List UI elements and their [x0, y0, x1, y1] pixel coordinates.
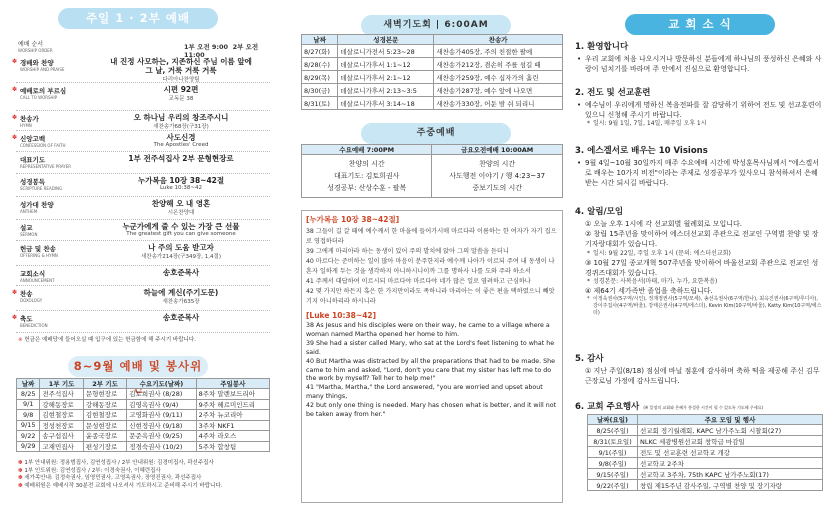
verse-ko: 41 주께서 대답하여 이르시되 마르다야 마르다야 네가 많은 일로 염려하고 근심하나 [306, 278, 531, 285]
table-header: 찬송가 [434, 35, 563, 45]
star-icon: ✽ [12, 134, 18, 141]
table-cell: 새찬송가259장, 예수 십자가의 흘린 [434, 71, 563, 84]
weekday-worship-title: 주중예배 [361, 123, 511, 144]
order-label: 예배 순서 WORSHIP ORDER [18, 41, 53, 53]
worship-order-label-en: OFFERING & HYMN [20, 253, 58, 258]
table-cell: 데살로니가후서 2:13~3:5 [338, 84, 434, 97]
worship-column [2, 0, 274, 507]
table-row [17, 431, 270, 442]
worship-order-subvalue: 교독문 38 [168, 96, 194, 102]
verse-ko: 42 몇 가지만 하든지 혹은 한 가지만이라도 족하니라 마리아는 이 좋은 편을 택하였으니 빼앗기지 아니하리라 하시니라 [306, 288, 555, 305]
servers-title: 8~9월 예배 및 봉사위 [68, 356, 208, 377]
table-cell: 정경숙권사 (10/2) [127, 441, 196, 452]
events-table [587, 414, 823, 491]
news-section-heading: 4. 알림/모임 [575, 207, 624, 217]
fri-line: 중보기도의 시간 [472, 184, 522, 192]
star-icon: ✽ [12, 114, 18, 121]
verse-en: 40 But Martha was distracted by all the preparations that had to be made. She came to him and asked, "Lord, don't you care that my sister has left me to do the work by myself? Tell her to help me!" [306, 357, 555, 383]
note-mark-icon: ✽ [18, 460, 25, 466]
table-row [588, 447, 823, 458]
table-cell: 데살로니가전서 5:23~28 [338, 45, 434, 58]
table-cell: 전도 및 선교훈련 선교학교 개강 [638, 447, 823, 458]
table-cell: 9/1 [17, 399, 40, 410]
worship-order-row [16, 220, 270, 241]
worship-order-value: 오 하나님 우리의 창조주시니 [133, 113, 229, 122]
table-cell: 강해동장로 [83, 399, 126, 410]
table-header: 주요 모임 및 행사 [638, 415, 823, 425]
news-section-heading: 5. 감사 [575, 354, 604, 364]
worship-order-value: 누가복음 10장 38~42절 [137, 176, 225, 185]
dawn-prayer-table [301, 34, 563, 110]
worship-order-value: 찬양해 오 내 영혼 [151, 199, 211, 208]
worship-order-value: 내 진정 사모하는, 지존하신 주님 이름 앞에 그 날, 거룩 거룩 거룩 [110, 57, 252, 75]
worship-order-subvalue: 새찬송가214장(구349장, 1,4절) [140, 254, 222, 260]
worship-order-label-en: REPRESENTATIVE PRAYER [20, 164, 72, 169]
worship-order-label-en: WORSHIP AND PRAISE [20, 67, 65, 72]
worship-order-value: 누군가에게 줄 수 있는 가장 큰 선물 [122, 222, 240, 231]
worship-order-label: 성가대 찬양 [20, 201, 54, 209]
worship-order-label: 경배와 찬양 [20, 59, 54, 67]
table-cell: 문형현장로 [83, 389, 126, 400]
news-subitem: * 일시: 9월 1일, 7일, 14일, 매주일 오후 1시 [575, 120, 823, 128]
table-cell: 5주차 합창팀 [196, 441, 269, 452]
note-mark-icon: ✽ [18, 467, 25, 474]
star-icon: ✽ [12, 289, 18, 296]
worship-order-label-en: BENEDICTION [20, 323, 48, 328]
news-section [575, 352, 823, 386]
table-cell: 9/15 [17, 420, 40, 431]
table-cell: NLKC 세광병원선교회 창학급 마감일 [638, 436, 823, 447]
worship-order-row [16, 266, 270, 286]
worship-order-value: 1부 전주석집사 2부 문형현장로 [128, 154, 234, 163]
worship-order-row [16, 174, 270, 197]
worship-order-label: 예배로의 부르심 [20, 87, 67, 95]
table-cell: 신현정권사 (9/18) [127, 420, 196, 431]
table-cell: 8/29(목) [302, 71, 338, 84]
news-item: • 9월 4일~10월 30일까지 매주 수요예배 시간에 박성훈목사님께서 "에스겔서로 배우는 10가지 비전"이라는 주제로 성경공부가 있사오니 참석하셔서 은혜받는 시간 되시길 바랍니다. [575, 158, 823, 189]
table-row [17, 441, 270, 452]
news-item: • 예수님이 우리에게 명하신 복음전파를 잘 감당하기 위하여 전도 및 선교훈련이 있으니 신청해 주시기 바랍니다. [575, 100, 823, 120]
table-cell: 9주차 헤르미인드리 [196, 399, 269, 410]
servers-note-line: ✽ 1부 안내위원: 정용범집사, 김연성집사 / 2부 안내위원: 김경미집사, 곽선주집사 [18, 460, 214, 466]
worship-order-label-en: DOXOLOGY [20, 298, 43, 303]
news-section [575, 86, 823, 128]
news-item: ① 지난 주일(8/18) 점심에 바닐 점훈에 감사하며 축하 떡을 제공해 주신 김무근장로님 가정에 감사드립니다. [585, 367, 820, 386]
table-cell: 문준옥권사 (9/25) [127, 431, 196, 442]
table-header: 주일봉사 [196, 379, 269, 389]
scripture-box [301, 210, 563, 503]
table-header-row [17, 379, 270, 389]
worship-order-row [12, 55, 270, 83]
note-mark-icon: ✽ [18, 475, 25, 482]
table-row [588, 480, 823, 491]
news-subitem: * 성경본문: 사복음서(마태, 마가, 누가, 요한복음) [575, 278, 823, 286]
table-cell: 윤종국장로 [83, 431, 126, 442]
star-icon: ✽ [12, 314, 18, 321]
table-row [588, 458, 823, 469]
table-cell: 김현철장로 [83, 410, 126, 421]
weekday-worship-table: 수요예배 7:00PM 금요오전예배 10:00AM 찬양의 시간 대표기도: 김토희권사 성경공부: 산상수훈 - 팔복 찬양의 시간 사도행전 이야기 / 행 4:23~37 중보기도의 시간 [301, 144, 563, 198]
worship-order-label: 설교 [20, 224, 33, 232]
wed-line: 성경공부: 산상수훈 - 팔복 [327, 184, 407, 192]
table-header-row [588, 415, 823, 425]
table-cell: 선교학교 3주차, 75th KAPC 남가주노회(17) [638, 469, 823, 480]
table-cell: 8/30(금) [302, 84, 338, 97]
table-row [302, 84, 563, 97]
table-cell: 9/22 [17, 431, 40, 442]
news-title: 교 회 소 식 [625, 14, 775, 35]
news-item: ② 창립 15주년을 맞이하여 에스더선교회 주관으로 전교인 구역별 찬양 및 장기자랑대회가 있습니다. [585, 230, 819, 249]
worship-order-label-en: ANNOUNCEMENT [20, 278, 55, 283]
worship-order-row [16, 152, 270, 174]
news-subitem: * 일시: 9월 22일, 주일 오후 1시 (문의: 에스더선교회) [575, 250, 823, 258]
worship-order-label-en: SCRIPTURE READING [20, 186, 63, 191]
verse-en: 42 but only one thing is needed. Mary has chosen what is better, and it will not be taken away from her." [306, 402, 557, 419]
fri-line: 사도행전 이야기 / 행 4:23~37 [449, 172, 546, 180]
worship-order-row [12, 131, 270, 152]
worship-title: 주일 1 · 2부 예배 [58, 8, 218, 29]
news-item: ③ 10월 27일 종교개혁 507주년을 맞이하여 바울선교회 주관으로 전교인 성경퀴즈대회가 있습니다. [585, 258, 819, 277]
worship-order-label-en: SERMON [20, 232, 38, 237]
worship-order-value: 시편 92편 [163, 85, 199, 94]
table-cell: 송구섭집사 [40, 431, 83, 442]
table-cell: 데살로니가후서 3:14~18 [338, 97, 434, 110]
worship-order-subvalue: The Apostles' Creed [153, 142, 209, 148]
table-cell: 편성기장로 [83, 441, 126, 452]
servers-note-line: ✽ 예배위원은 예배시작 30분전 교회에 나오셔서 기도하시고 준비해 주시기 바랍니다. [18, 482, 223, 489]
worship-order-row [16, 241, 270, 266]
news-item: • 우리 교회에 처음 나오시거나 방문하신 분들에게 하나님의 풍성하신 은혜와 사랑이 넘치기를 바라며 주 안에서 진심으로 환영합니다. [575, 54, 823, 74]
table-cell: 3주차 NKF1 [196, 420, 269, 431]
dawn-title: 새벽기도회 | 6:00AM [361, 15, 511, 36]
table-cell: 새찬송가212장, 겸손히 주를 섬길 때 [434, 58, 563, 71]
worship-order-subvalue: 새찬송가635장 [162, 299, 200, 305]
worship-order-label-en: HYMN [20, 123, 32, 128]
verse-ko: 40 마르다는 준비하는 일이 많아 마음이 분주한지라 예수께 나아가 이르되 주여 내 동생이 나 혼자 일하게 두는 것을 생각하지 아니하시나이까 그를 명하사 나를 도와 주라 하소서 [306, 258, 555, 275]
worship-order-label: 대표기도 [20, 156, 46, 164]
worship-order-value: 나 주의 도움 받고자 [148, 243, 214, 252]
wed-line: 대표기도: 김토희권사 [333, 172, 400, 180]
table-cell: 데살로니가후서 2:1~12 [338, 71, 434, 84]
news-section-heading: 6. 교회 주요행사 (※ 일정의 교회와 은혜가 풍성한 시간이 될 수 있도록 기도해 주세요) [575, 402, 763, 412]
worship-order-label: 성경봉독 [20, 178, 46, 186]
middle-column [299, 0, 564, 507]
table-cell: 9/29 [17, 441, 40, 452]
table-cell: 8/28(수) [302, 58, 338, 71]
table-cell: 선교학교 2주차 [638, 458, 823, 469]
scripture-ko [306, 227, 558, 307]
worship-order-value: 하늘에 계신(주기도문) [143, 288, 219, 297]
note-mark-icon: ✽ [18, 482, 25, 489]
news-section [575, 400, 823, 491]
table-header-row [302, 35, 563, 45]
service-times: 1부 오전 9:00 2부 오전 11:00 [184, 43, 259, 59]
worship-order-label: 축도 [20, 315, 33, 323]
table-cell: 8/25(주일) [588, 425, 638, 436]
verse-ko: 39 그에게 마리아라 하는 동생이 있어 주의 발치에 앉아 그의 말씀을 듣더니 [306, 248, 509, 255]
table-row [302, 58, 563, 71]
table-cell: 김영옥권사 (9/4) [127, 399, 196, 410]
table-cell: 창립 제15주년 감사주일, 구역별 찬양 및 장기자랑 [638, 480, 823, 491]
worship-order-row [12, 83, 270, 111]
worship-order-label-en: CALL TO WORSHIP [20, 95, 58, 100]
worship-order-label-en: CONFESSION OF FAITH [20, 143, 66, 148]
scripture-en [306, 322, 558, 420]
servers-table [16, 378, 270, 452]
servers-note-line: ✽ 1부 인도위원: 김연성집사 / 2부: 이경숙권사, 이혜련집사 [18, 467, 161, 474]
worship-order-label: 찬송가 [20, 115, 39, 123]
table-cell: 8/25 [17, 389, 40, 400]
table-cell: 8/31(토요일) [588, 436, 638, 447]
verse-ko: 38 그들이 길 갈 때에 예수께서 한 마을에 들어가시매 마르다라 이름하는 한 여자가 자기 집으로 영접하더라 [306, 228, 557, 245]
table-row [302, 97, 563, 110]
table-row [588, 425, 823, 436]
table-row [17, 389, 270, 400]
worship-order-value: 송호준목사 [162, 268, 200, 277]
table-cell: 8/27(화) [302, 45, 338, 58]
worship-order-row [16, 197, 270, 220]
news-subitem: * 이정욱권사(5구역/시인), 정재정권사(5구역/모세), 송선옥권사(6구역/한나), 최옥진권사(6구역/루디아), 강이주집사(4구역/바울), 강태은권사(4구역/에스더), Kevin Kim(10구역/바울), Katty Kim(10구역/에스더) [575, 296, 823, 317]
worship-order-label-en: ANTHEM [20, 209, 38, 214]
servers-notes [18, 460, 222, 490]
fri-line: 찬양의 시간 [479, 160, 516, 168]
worship-order-subvalue: 시온찬양대 [167, 210, 195, 216]
scripture-ko-title: [누가복음 10장 38~42절] [306, 215, 400, 224]
worship-order-subvalue: Luke 10:38~42 [159, 185, 203, 191]
table-cell: 김토희권사 (8/28) [127, 389, 196, 400]
worship-order-subvalue: 다리아나찬양팀 [162, 77, 200, 83]
news-section-heading: 2. 전도 및 선교훈련 [575, 88, 651, 98]
table-header: 1부 기도 [40, 379, 83, 389]
table-cell: 새찬송가287장, 예수 앞에 나오면 [434, 84, 563, 97]
servers-note-line: ✽ 세가족안내: 김정숙권사, 임영민권사, 고영옥권사, 장영진권사, 곽선주집사 [18, 475, 202, 482]
table-cell: 강해동장로 [40, 399, 83, 410]
news-item: ① 오늘 오후 1시에 각 선교회별 월례회로 모입니다. [585, 220, 743, 228]
verse-en: 41 "Martha, Martha," the Lord answered, "you are worried and upset about many things, [306, 384, 543, 401]
table-cell: 전주석집사 [40, 389, 83, 400]
table-cell: 9/8 [17, 410, 40, 421]
table-cell: 새찬송가405장, 주의 친절한 팔에 [434, 45, 563, 58]
table-cell: 9/22(주일) [588, 480, 638, 491]
verse-en: 39 She had a sister called Mary, who sat at the Lord's feet listening to what he said. [306, 339, 555, 356]
table-cell: 문성현장로 [83, 420, 126, 431]
news-section [575, 144, 823, 189]
table-header: 성경본문 [338, 35, 434, 45]
news-section-heading: 3. 에스겔서로 배우는 10 Visions [575, 146, 708, 156]
table-row [302, 71, 563, 84]
worship-order-value: 송호준목사 [162, 313, 200, 322]
table-cell: 9/8(주일) [588, 458, 638, 469]
news-section-heading: 1. 환영합니다 [575, 42, 629, 52]
offering-note: ※ 헌금은 예배당에 들어오실 때 입구에 있는 헌금함에 해 주시기 바랍니다. [18, 337, 196, 343]
worship-order-label: 찬송 [20, 290, 33, 298]
table-cell: 김현철장로 [40, 410, 83, 421]
worship-order-row [12, 286, 270, 311]
worship-order-value: 사도신경 [166, 133, 196, 142]
table-cell: 9/15(주일) [588, 469, 638, 480]
table-cell: 2주차 뉴코리아 [196, 410, 269, 421]
wed-line: 찬양의 시간 [348, 160, 385, 168]
worship-order-label: 신앙고백 [20, 135, 46, 143]
star-icon: ✽ [12, 86, 18, 93]
worship-order-row [12, 311, 270, 333]
news-item: ④ 제64기 세가족반 졸업을 축하드립니다. [585, 287, 713, 296]
table-cell: 8주차 말렌보드리아 [196, 389, 269, 400]
worship-order-subvalue: 새찬송가68장(구31장) [153, 124, 209, 130]
star-icon: ✽ [12, 58, 18, 65]
table-header: 날짜 [302, 35, 338, 45]
table-row [588, 436, 823, 447]
table-cell: 정성천장로 [40, 420, 83, 431]
table-header: 2부 기도 [83, 379, 126, 389]
verse-en: 38 As Jesus and his disciples were on their way, he came to a village where a woman named Martha opened her home to him. [306, 322, 550, 338]
table-row [588, 469, 823, 480]
table-cell: 8/31(토) [302, 97, 338, 110]
news-section [575, 205, 823, 317]
worship-order-label: 헌금 및 찬송 [20, 245, 56, 253]
table-cell: 새찬송가330장, 어둔 밤 쉬 되리니 [434, 97, 563, 110]
table-row [17, 399, 270, 410]
table-row [302, 45, 563, 58]
table-cell: 4주차 라오스 [196, 431, 269, 442]
worship-order-subvalue: The greatest gift you can give someone [126, 231, 236, 237]
table-header: 날짜(요일) [588, 415, 638, 425]
table-row [17, 420, 270, 431]
table-cell: 데살로니가후서 1:1~12 [338, 58, 434, 71]
news-column [563, 0, 833, 507]
news-section [575, 40, 823, 74]
table-cell: 고재민집사 [40, 441, 83, 452]
worship-order-label: 교회소식 [20, 270, 46, 278]
table-cell: 고영화권사 (9/11) [127, 410, 196, 421]
table-cell: 9/1(주일) [588, 447, 638, 458]
worship-order-row [12, 111, 270, 131]
table-header: 날짜 [17, 379, 40, 389]
table-cell: 선교회 정기월례회, KAPC 남가주노회 시찰회(27) [638, 425, 823, 436]
scripture-en-title: [Luke 10:38~42] [306, 311, 377, 320]
table-header: 수요기도(날짜) [127, 379, 196, 389]
table-row [17, 410, 270, 421]
